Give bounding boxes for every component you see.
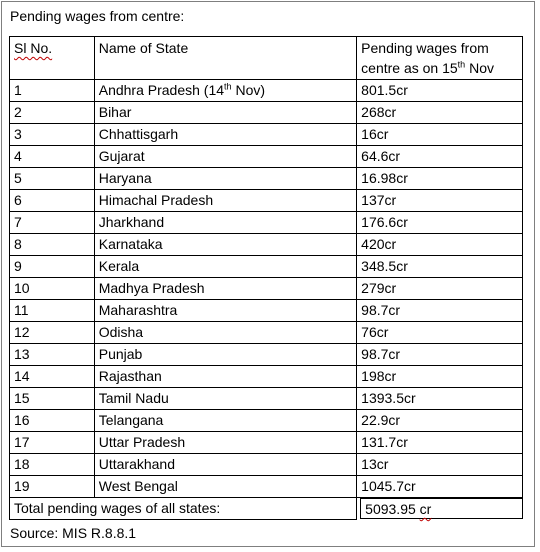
table-body <box>10 80 523 498</box>
cell-pending-amount: 22.9cr <box>357 410 523 432</box>
total-value-unit: cr <box>419 501 432 517</box>
state-name: Tamil Nadu <box>98 390 169 406</box>
cell-state <box>94 212 356 234</box>
state-name: Maharashtra <box>98 302 178 318</box>
sl-no-header-text: Sl No. <box>14 40 53 56</box>
table-row <box>10 322 523 344</box>
cell-pending-amount: 131.7cr <box>357 432 523 454</box>
cell-sl-no: 19 <box>10 476 95 498</box>
cell-state <box>94 300 356 322</box>
cell-pending-amount: 198cr <box>357 366 523 388</box>
source-note: Source: MIS R.8.8.1 <box>10 525 137 541</box>
state-name: West Bengal <box>98 478 178 494</box>
cell-pending-amount: 1045.7cr <box>357 476 523 498</box>
cell-state <box>94 102 356 124</box>
cell-pending-amount: 176.6cr <box>357 212 523 234</box>
table-row <box>10 300 523 322</box>
cell-state <box>94 278 356 300</box>
cell-sl-no: 17 <box>10 432 95 454</box>
table-row <box>10 124 523 146</box>
state-name: Rajasthan <box>98 368 162 384</box>
cell-pending-amount: 1393.5cr <box>357 388 523 410</box>
pending-wages-table <box>9 36 523 520</box>
total-row <box>10 498 523 520</box>
pending-header-line2: centre as on 15 <box>361 60 458 76</box>
cell-state <box>94 256 356 278</box>
state-suffix: Nov) <box>231 82 266 98</box>
state-name: Madhya Pradesh <box>98 280 205 296</box>
cell-pending-amount: 13cr <box>357 454 523 476</box>
state-name: Punjab <box>98 346 143 362</box>
cell-state <box>94 454 356 476</box>
cell-sl-no: 10 <box>10 278 95 300</box>
total-value-cell <box>357 498 523 520</box>
table-row <box>10 410 523 432</box>
cell-state <box>94 410 356 432</box>
state-name: Himachal Pradesh <box>98 192 214 208</box>
total-value <box>360 498 522 519</box>
state-sup: th <box>224 81 232 92</box>
cell-sl-no: 15 <box>10 388 95 410</box>
cell-sl-no: 7 <box>10 212 95 234</box>
table-row <box>10 190 523 212</box>
table-row <box>10 366 523 388</box>
cell-sl-no: 13 <box>10 344 95 366</box>
cell-sl-no: 12 <box>10 322 95 344</box>
table-row <box>10 256 523 278</box>
cell-sl-no: 4 <box>10 146 95 168</box>
state-name: Andhra Pradesh (14 <box>98 82 225 98</box>
cell-state <box>94 124 356 146</box>
column-header-sl-no <box>10 37 95 80</box>
total-label: Total pending wages of all states: <box>10 498 357 520</box>
cell-state <box>94 322 356 344</box>
cell-pending-amount: 801.5cr <box>357 80 523 102</box>
state-name: Chhattisgarh <box>98 126 179 142</box>
table-row <box>10 278 523 300</box>
pending-header-line1: Pending wages from <box>361 40 489 56</box>
cell-pending-amount: 98.7cr <box>357 344 523 366</box>
cell-pending-amount: 16.98cr <box>357 168 523 190</box>
state-name: Odisha <box>98 324 144 340</box>
cell-pending-amount: 268cr <box>357 102 523 124</box>
cell-state <box>94 366 356 388</box>
cell-pending-amount: 137cr <box>357 190 523 212</box>
table-row <box>10 454 523 476</box>
cell-state <box>94 190 356 212</box>
cell-state <box>94 388 356 410</box>
table-row <box>10 344 523 366</box>
cell-sl-no: 16 <box>10 410 95 432</box>
column-header-pending-wages <box>357 37 523 80</box>
cell-sl-no: 9 <box>10 256 95 278</box>
table-row <box>10 432 523 454</box>
table-header-row <box>10 37 523 80</box>
cell-state <box>94 432 356 454</box>
table-row <box>10 212 523 234</box>
cell-state <box>94 234 356 256</box>
cell-sl-no: 6 <box>10 190 95 212</box>
cell-sl-no: 3 <box>10 124 95 146</box>
state-name: Bihar <box>98 104 132 120</box>
pending-header-suffix: Nov <box>465 60 494 76</box>
state-name: Uttarakhand <box>98 456 176 472</box>
cell-sl-no: 2 <box>10 102 95 124</box>
table-row <box>10 80 523 102</box>
cell-state <box>94 168 356 190</box>
column-header-state: Name of State <box>94 37 356 80</box>
state-name: Jharkhand <box>98 214 165 230</box>
state-name: Kerala <box>98 258 140 274</box>
table-row <box>10 146 523 168</box>
cell-pending-amount: 98.7cr <box>357 300 523 322</box>
state-name: Uttar Pradesh <box>98 434 186 450</box>
cell-pending-amount: 420cr <box>357 234 523 256</box>
cell-sl-no: 1 <box>10 80 95 102</box>
cell-pending-amount: 348.5cr <box>357 256 523 278</box>
cell-sl-no: 5 <box>10 168 95 190</box>
cell-pending-amount: 76cr <box>357 322 523 344</box>
state-name: Haryana <box>98 170 152 186</box>
table-row <box>10 476 523 498</box>
table-row <box>10 234 523 256</box>
cell-pending-amount: 279cr <box>357 278 523 300</box>
state-name: Karnataka <box>98 236 163 252</box>
cell-sl-no: 8 <box>10 234 95 256</box>
cell-state <box>94 80 356 102</box>
table-row <box>10 168 523 190</box>
cell-pending-amount: 16cr <box>357 124 523 146</box>
cell-sl-no: 18 <box>10 454 95 476</box>
page-heading: Pending wages from centre: <box>10 8 185 24</box>
cell-sl-no: 14 <box>10 366 95 388</box>
cell-sl-no: 11 <box>10 300 95 322</box>
cell-pending-amount: 64.6cr <box>357 146 523 168</box>
state-name: Telangana <box>98 412 164 428</box>
table-row <box>10 388 523 410</box>
table-row <box>10 102 523 124</box>
total-value-number: 5093.95 <box>365 501 420 517</box>
cell-state <box>94 344 356 366</box>
state-name: Gujarat <box>98 148 145 164</box>
pending-header-sup: th <box>457 59 466 70</box>
cell-state <box>94 476 356 498</box>
cell-state <box>94 146 356 168</box>
